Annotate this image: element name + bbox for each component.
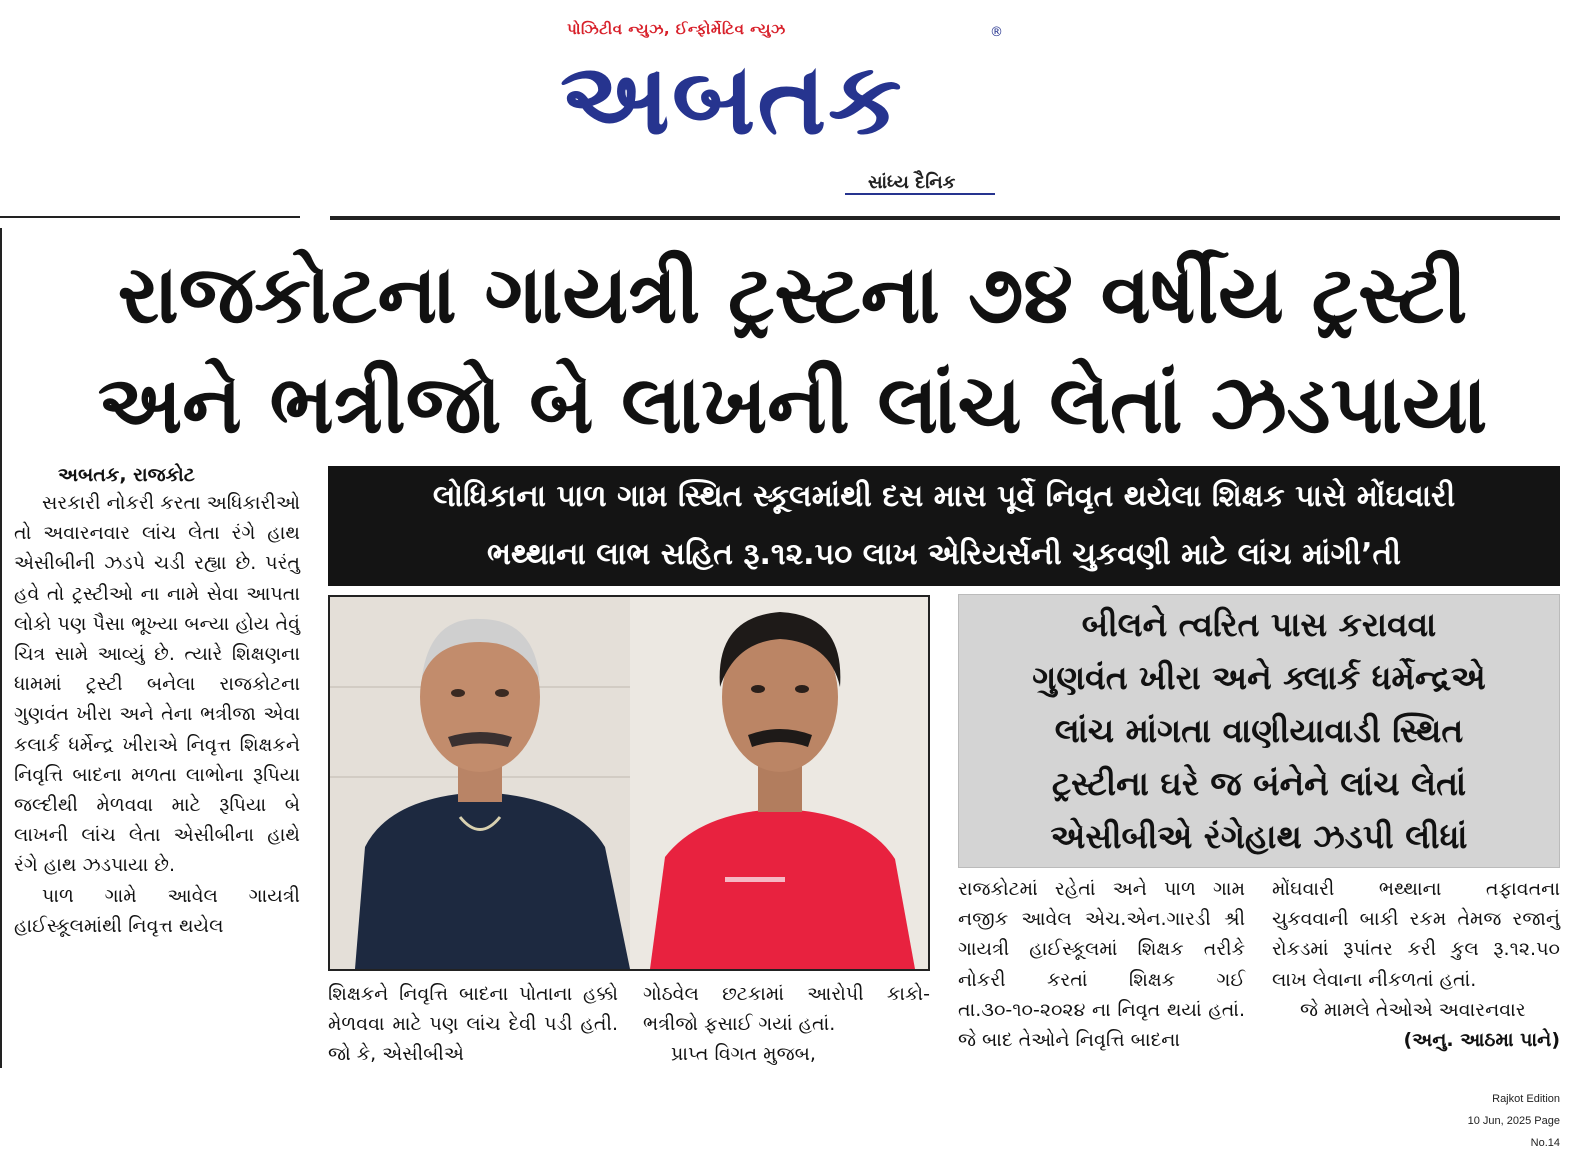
news-photo	[328, 595, 930, 971]
continued-note: (અનુ. આઠમા પાને)	[1403, 1029, 1560, 1052]
highlight-line-5: એસીબીએ રંગેહાથ ઝડપી લીધાં	[1050, 817, 1468, 856]
article-column-2	[328, 979, 618, 1070]
article-column-4	[958, 874, 1245, 1055]
headline-line-1: રાજકોટના ગાયત્રી ટ્રસ્ટના ૭૪ વર્ષીય ટ્રસ્ટી	[117, 248, 1468, 341]
accused-photo-illustration	[330, 597, 928, 969]
column-3-paragraph-2: પ્રાપ્ત વિગત મુજબ,	[671, 1043, 816, 1066]
newspaper-logo: અબતક	[560, 41, 904, 157]
edition-info	[1440, 1088, 1560, 1154]
article-column-5	[1272, 874, 1560, 1055]
column-1-paragraph-2: પાળ ગામે આવેલ ગાયત્રી હાઈસ્કૂલમાંથી નિવૃત્ત થયેલ	[14, 884, 300, 937]
highlight-line-1: બીલને ત્વરિત પાસ કરાવવા	[1081, 605, 1437, 644]
highlight-line-4: ટ્રસ્ટીના ઘરે જ બંનેને લાંચ લેતાં	[1051, 764, 1467, 803]
highlight-line-2: ગુણવંત ખીરા અને ક્લાર્ક ધર્મેન્દ્રએ	[1032, 658, 1486, 697]
column-5-paragraph-2: જે મામલે તેઓએ અવારનવાર	[1300, 998, 1526, 1021]
article-column-1	[14, 488, 300, 941]
left-border	[0, 228, 2, 1068]
masthead-subtitle: સાંધ્ય દૈનિક	[868, 172, 956, 193]
column-2-paragraph: શિક્ષકને નિવૃત્તિ બાદના પોતાના હક્કો મેળવવા માટે પણ લાંચ દેવી પડી હતી. જો કે, એસીબીએ	[328, 983, 618, 1066]
highlight-box	[958, 594, 1560, 868]
column-1-paragraph-1: સરકારી નોકરી કરતા અધિકારીઓ તો અવારનવાર લાંચ લેતા રંગે હાથ એસીબીની ઝડપે ચડી રહ્યા છે. પરંતુ હવે તો ટ્રસ્ટીઓ ના નામે સેવા આપતા લોકો પણ પૈસા ભૂખ્યા બન્યા હોય તેવું ચિત્ર સામે આવ્યું છે. ત્યારે શિક્ષણના ધામમાં ટ્રસ્ટી બનેલા રાજકોટના ગુણવંત ખીરા અને તેના ભત્રીજા એવા કલાર્ક ધર્મેન્દ્ર ખીરાએ નિવૃત્ત શિક્ષકને નિવૃત્તિ બાદના મળતા લાભોના રૂપિયા જલ્દીથી મેળવવા માટે રૂપિયા બે લાખની લાંચ લેતા એસીબીના હાથે રંગે હાથ ઝડપાયા છે.	[14, 492, 300, 877]
article-column-3	[643, 979, 930, 1070]
registered-mark: ®	[990, 25, 1003, 40]
highlight-line-3: લાંચ માંગતા વાણીયાવાડી સ્થિત	[1054, 711, 1464, 750]
column-4-paragraph: રાજકોટમાં રહેતાં અને પાળ ગામ નજીક આવેલ એચ.એન.ગારડી શ્રી ગાયત્રી હાઈસ્કૂલમાં શિક્ષક તરીકે નોકરી કરતાં શિક્ષક ગઈ તા.૩૦-૧૦-૨૦૨૪ ના નિવૃત થયાં હતાં. જે બાદ તેઓને નિવૃત્તિ બાદના	[958, 878, 1245, 1052]
edition-name: Rajkot Edition	[1492, 1093, 1560, 1105]
article-byline: અબતક, રાજકોટ	[58, 464, 195, 486]
column-3-paragraph-1: ગોઠવેલ છટકામાં આરોપી કાકો-ભત્રીજો ફસાઈ ગયાં હતાં.	[643, 983, 930, 1036]
edition-date-page: 10 Jun, 2025 Page No.14	[1467, 1115, 1560, 1149]
divider-right	[330, 216, 1560, 220]
divider-left	[0, 216, 300, 218]
banner-line-2: ભથ્થાના લાભ સહિત રૂ.૧૨.૫૦ લાખ એરિયર્સની ચુકવણી માટે લાંચ માંગી’તી	[487, 537, 1401, 572]
column-5-paragraph-1: મોંઘવારી ભથ્થાના તફાવતના ચુકવવાની બાકી રકમ તેમજ રજાનું રોકડમાં રૂપાંતર કરી કુલ રૂ.૧૨.૫૦ લાખ લેવાના નીકળતાં હતાં.	[1272, 878, 1560, 991]
main-headline	[20, 240, 1565, 460]
headline-line-2: અને ભત્રીજો બે લાખની લાંચ લેતાં ઝડપાયા	[97, 358, 1488, 451]
masthead-tagline: પોઝિટીવ ન્યુઝ, ઈન્ફોર્મેટિવ ન્યુઝ	[567, 20, 786, 38]
subheadline-banner	[328, 466, 1560, 586]
logo-underline	[845, 193, 995, 195]
banner-line-1: લોધિકાના પાળ ગામ સ્થિત સ્કૂલમાંથી દસ માસ પૂર્વે નિવૃત થયેલા શિક્ષક પાસે મોંઘવારી	[432, 479, 1456, 514]
